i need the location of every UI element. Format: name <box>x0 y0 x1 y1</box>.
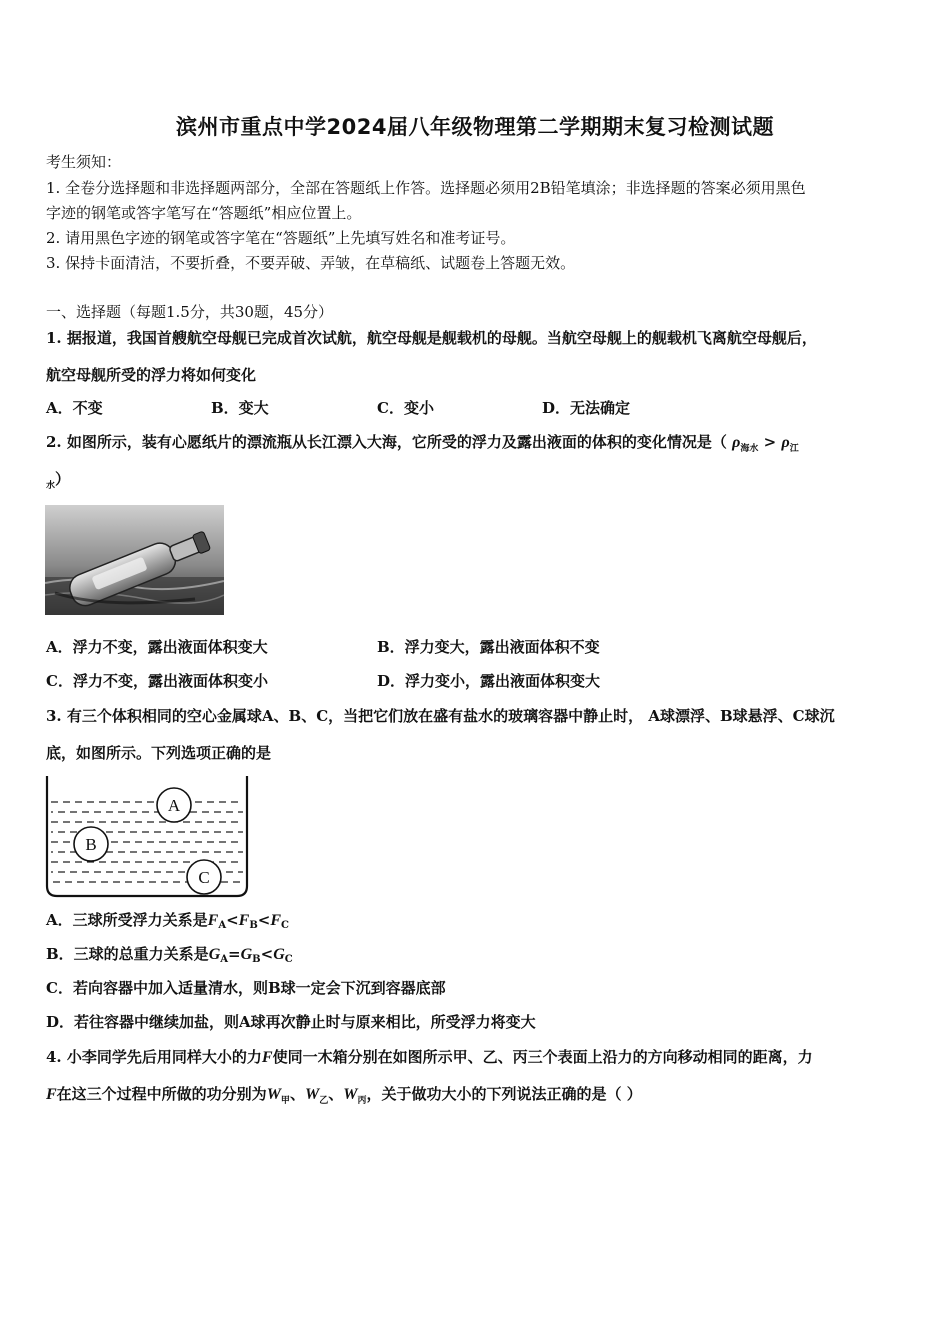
q4-text-a: 4. 小李同学先后用同样大小的力 <box>46 1048 262 1066</box>
work-symbol-bing: W <box>343 1086 358 1103</box>
q1-option-a: A．不变 <box>46 399 103 417</box>
weight-symbol-c: G <box>273 946 285 963</box>
section-heading: 一、选择题（每题1.5分，共30题，45分） <box>46 303 334 321</box>
notice-item-2: 2. 请用黑色字迹的钢笔或答字笔在“答题纸”上先填写姓名和准考证号。 <box>46 229 516 247</box>
eq: = <box>228 945 241 963</box>
sub-ga: A <box>220 954 229 965</box>
q3-option-b-text: B．三球的总重力关系是 <box>46 945 209 963</box>
ball-c-label: C <box>198 868 210 887</box>
q1-stem-line-1: 1. 据报道，我国首艘航空母舰已完成首次试航，航空母舰是舰载机的母舰。当航空母舰上的舰载机飞离航空母舰后， <box>46 329 817 347</box>
ball-b <box>74 827 108 861</box>
rho-symbol: ρ <box>732 434 741 451</box>
work-symbol-yi: W <box>304 1086 320 1103</box>
q3-stem-line-1: 3. 有三个体积相同的空心金属球A、B、C，当把它们放在盛有盐水的玻璃容器中静止时， A球漂浮、B球悬浮、C球沉 <box>46 707 835 725</box>
notice-item-1-line-1: 1. 全卷分选择题和非选择题两部分，全部在答题纸上作答。选择题必须用2B铅笔填涂；非选择题的答案必须用黑色 <box>46 179 806 197</box>
weight-symbol-a: G <box>208 946 221 963</box>
rho-sub-sea: 海水 <box>740 444 759 454</box>
rho-sub-river-cont: 水 <box>46 481 56 491</box>
rho-symbol-2: ρ <box>781 434 790 451</box>
notice-item-3: 3. 保持卡面清洁，不要折叠，不要弄破、弄皱，在草稿纸、试题卷上答题无效。 <box>46 254 576 272</box>
sub-jia: 甲 <box>280 1096 290 1106</box>
q2-stem-line-2 <box>46 468 70 497</box>
q4-text-d: ，关于做功大小的下列说法正确的是（ ） <box>366 1085 642 1103</box>
ball-c <box>187 860 221 894</box>
q3-option-a <box>46 909 289 937</box>
ball-a-label: A <box>167 796 181 815</box>
q2-option-b: B．浮力变大，露出液面体积不变 <box>377 638 600 656</box>
sub-gb: B <box>252 954 261 965</box>
lt-1: < <box>226 911 239 929</box>
force-symbol-c: F <box>270 912 282 929</box>
q3-stem-line-2: 底，如图所示。下列选项正确的是 <box>46 744 272 762</box>
sep-1: 、 <box>289 1085 305 1103</box>
sub-a: A <box>218 920 227 931</box>
q1-stem-line-2: 航空母舰所受的浮力将如何变化 <box>46 366 257 384</box>
notice-item-1-line-2: 字迹的钢笔或答字笔写在“答题纸”相应位置上。 <box>46 204 362 222</box>
force-symbol: F <box>261 1049 273 1066</box>
ball-b-label: B <box>85 835 97 854</box>
q4-text-c: 在这三个过程中所做的功分别为 <box>56 1085 267 1103</box>
q1-option-c: C．变小 <box>377 399 434 417</box>
q4-stem-line-2 <box>46 1083 642 1112</box>
sub-c: C <box>281 920 289 931</box>
q1-option-d: D．无法确定 <box>542 399 631 417</box>
weight-symbol-b: G <box>240 946 253 963</box>
q2-stem-text: 2. 如图所示，装有心愿纸片的漂流瓶从长江漂入大海，它所受的浮力及露出液面的体积的变化情况是（ <box>46 433 727 451</box>
greater-than: > <box>763 433 777 451</box>
q4-stem-line-1 <box>46 1046 813 1069</box>
notice-heading: 考生须知： <box>46 153 122 171</box>
q1-option-b: B．变大 <box>211 399 269 417</box>
sub-bing: 丙 <box>357 1096 367 1106</box>
q3-option-b <box>46 943 293 971</box>
q2-option-c: C．浮力不变，露出液面体积变小 <box>46 672 268 690</box>
sub-yi: 乙 <box>319 1096 329 1106</box>
container-figure <box>45 774 251 898</box>
ball-a <box>157 788 191 822</box>
q2-stem-line-1 <box>46 431 799 460</box>
lt-3: < <box>260 945 274 963</box>
force-symbol-2: F <box>46 1086 57 1103</box>
q3-option-d: D．若往容器中继续加盐，则A球再次静止时与原来相比，所受浮力将变大 <box>46 1013 536 1031</box>
work-symbol-jia: W <box>266 1086 281 1103</box>
q3-option-a-text: A．三球所受浮力关系是 <box>46 911 208 929</box>
force-symbol-a: F <box>207 912 219 929</box>
lt-2: < <box>257 911 271 929</box>
q2-option-a: A．浮力不变，露出液面体积变大 <box>46 638 268 656</box>
force-symbol-b: F <box>238 912 250 929</box>
q2-stem-close: ） <box>55 470 71 488</box>
sep-2: 、 <box>328 1085 344 1103</box>
bottle-photo <box>45 505 224 615</box>
rho-sub-river: 江 <box>789 444 799 454</box>
q4-text-b: 使同一木箱分别在如图所示甲、乙、丙三个表面上沿力的方向移动相同的距离，力 <box>272 1048 813 1066</box>
sub-gc: C <box>284 954 293 965</box>
sub-b: B <box>249 920 258 931</box>
q3-option-c: C．若向容器中加入适量清水，则B球一定会下沉到容器底部 <box>46 979 446 997</box>
page-title: 滨州市重点中学2024届八年级物理第二学期期末复习检测试题 <box>176 115 774 139</box>
q2-option-d: D．浮力变小，露出液面体积变大 <box>377 672 601 690</box>
